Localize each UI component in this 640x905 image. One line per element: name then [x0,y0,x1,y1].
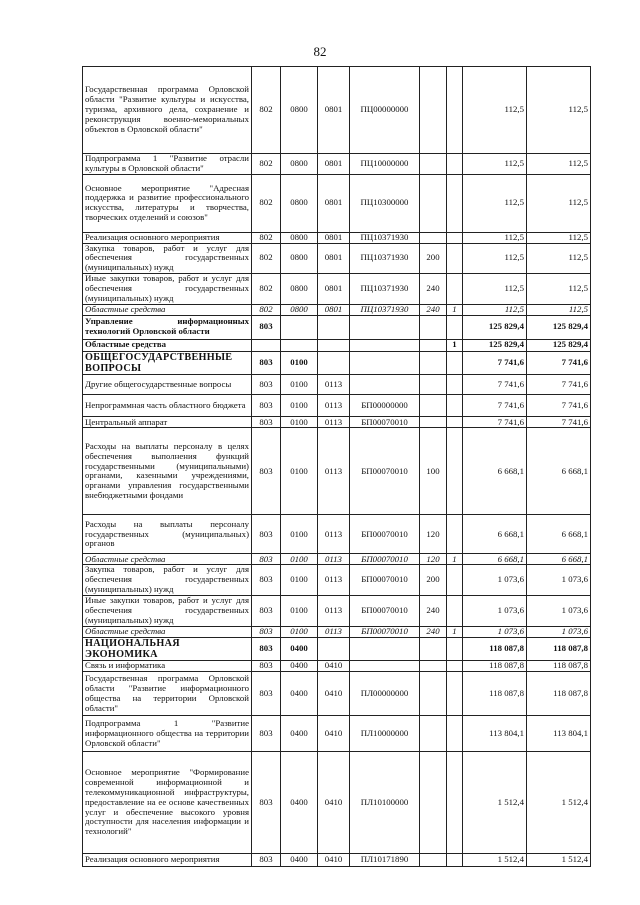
target-article-code: БП00070010 [350,554,420,565]
grbs-code: 803 [252,351,281,375]
expense-type-code: 100 [420,428,447,515]
grbs-code: 802 [252,243,281,274]
row-name: Основное мероприятие "Формирование современной информационной и телекоммуникационной инфраструктуры, предоставление на ее основе качественных услуг и обеспечение высокого уровня доступности для населения информации и технологий" [83,752,252,854]
target-article-code [350,351,420,375]
expense-type-code [420,395,447,417]
section-code: 0100 [281,375,318,395]
funding-source-code [447,375,463,395]
expense-type-code [420,854,447,867]
amount-year-2: 112,5 [527,67,591,154]
table-row [83,554,591,565]
section-code: 0400 [281,854,318,867]
target-article-code: ПЛ10000000 [350,716,420,752]
amount-year-1: 112,5 [463,154,527,175]
amount-year-1: 6 668,1 [463,554,527,565]
amount-year-1: 118 087,8 [463,672,527,716]
target-article-code: ПЛ10100000 [350,752,420,854]
grbs-code: 802 [252,174,281,232]
amount-year-2: 7 741,6 [527,351,591,375]
target-article-code: ПЛ00000000 [350,672,420,716]
target-article-code: БП00070010 [350,626,420,637]
amount-year-1: 1 512,4 [463,854,527,867]
grbs-code [252,339,281,351]
row-name: Подпрограмма 1 "Развитие отрасли культуры в Орловской области" [83,154,252,175]
grbs-code: 802 [252,304,281,315]
subsection-code: 0410 [318,672,350,716]
section-code: 0400 [281,752,318,854]
target-article-code: ПЦ10371930 [350,304,420,315]
funding-source-code: 1 [447,554,463,565]
section-code: 0800 [281,243,318,274]
table-body [83,67,591,867]
amount-year-1: 118 087,8 [463,637,527,661]
amount-year-2: 112,5 [527,304,591,315]
expense-type-code [420,672,447,716]
section-code: 0100 [281,595,318,626]
table-row [83,716,591,752]
amount-year-2: 112,5 [527,154,591,175]
amount-year-1: 113 804,1 [463,716,527,752]
table-row [83,375,591,395]
expense-type-code [420,315,447,339]
expense-type-code [420,154,447,175]
amount-year-1: 118 087,8 [463,661,527,672]
table-row [83,752,591,854]
grbs-code: 803 [252,554,281,565]
amount-year-2: 1 512,4 [527,854,591,867]
target-article-code: ПЛ10171890 [350,854,420,867]
target-article-code [350,315,420,339]
grbs-code: 803 [252,428,281,515]
expense-type-code [420,339,447,351]
amount-year-1: 112,5 [463,67,527,154]
target-article-code: ПЦ10371930 [350,274,420,305]
section-code: 0800 [281,274,318,305]
funding-source-code [447,854,463,867]
table-row [83,672,591,716]
funding-source-code [447,274,463,305]
row-name: Государственная программа Орловской области "Развитие культуры и искусства, туризма, архивного дела, сохранение и реконструкция военно-мемориальных объектов в Орловской области" [83,67,252,154]
table-row [83,67,591,154]
grbs-code: 803 [252,417,281,428]
funding-source-code [447,67,463,154]
expense-type-code [420,417,447,428]
table-row [83,351,591,375]
subsection-code: 0113 [318,565,350,596]
amount-year-1: 125 829,4 [463,315,527,339]
funding-source-code [447,417,463,428]
section-code: 0800 [281,304,318,315]
grbs-code: 803 [252,752,281,854]
table-row [83,626,591,637]
row-name: Связь и информатика [83,661,252,672]
funding-source-code [447,232,463,243]
grbs-code: 803 [252,854,281,867]
section-code: 0100 [281,554,318,565]
amount-year-2: 1 512,4 [527,752,591,854]
table-row [83,428,591,515]
row-name: Закупка товаров, работ и услуг для обеспечения государственных (муниципальных) нужд [83,565,252,596]
expense-type-code: 240 [420,595,447,626]
expense-type-code: 200 [420,565,447,596]
grbs-code: 803 [252,716,281,752]
section-code [281,315,318,339]
row-name: Управление информационных технологий Орловской области [83,315,252,339]
funding-source-code [447,154,463,175]
funding-source-code [447,716,463,752]
row-name: ОБЩЕГОСУДАРСТВЕННЫЕ ВОПРОСЫ [83,351,252,375]
row-name: НАЦИОНАЛЬНАЯ ЭКОНОМИКА [83,637,252,661]
section-code: 0100 [281,351,318,375]
section-code: 0400 [281,716,318,752]
target-article-code [350,637,420,661]
amount-year-2: 1 073,6 [527,595,591,626]
row-name: Иные закупки товаров, работ и услуг для обеспечения государственных (муниципальных) нужд [83,595,252,626]
expense-type-code [420,752,447,854]
expense-type-code: 120 [420,515,447,554]
grbs-code: 803 [252,637,281,661]
section-code: 0800 [281,232,318,243]
table-row [83,174,591,232]
expense-type-code: 120 [420,554,447,565]
table-row [83,565,591,596]
amount-year-2: 113 804,1 [527,716,591,752]
grbs-code: 802 [252,154,281,175]
expense-type-code: 240 [420,626,447,637]
funding-source-code [447,595,463,626]
table-row [83,417,591,428]
subsection-code: 0113 [318,626,350,637]
subsection-code: 0801 [318,232,350,243]
expense-type-code: 240 [420,304,447,315]
subsection-code: 0801 [318,304,350,315]
amount-year-2: 112,5 [527,274,591,305]
expense-type-code [420,351,447,375]
table-row [83,854,591,867]
target-article-code [350,375,420,395]
row-name: Областные средства [83,304,252,315]
subsection-code: 0801 [318,243,350,274]
table-row [83,243,591,274]
table-row [83,515,591,554]
funding-source-code [447,565,463,596]
budget-table [82,66,591,867]
target-article-code: ПЦ00000000 [350,67,420,154]
funding-source-code [447,351,463,375]
amount-year-2: 112,5 [527,243,591,274]
amount-year-1: 7 741,6 [463,417,527,428]
subsection-code: 0410 [318,752,350,854]
row-name: Другие общегосударственные вопросы [83,375,252,395]
amount-year-1: 112,5 [463,174,527,232]
grbs-code: 803 [252,661,281,672]
amount-year-2: 118 087,8 [527,672,591,716]
expense-type-code [420,174,447,232]
row-name: Основное мероприятие "Адресная поддержка и развитие профессионального искусства, литературы и творчества, творческих отделений и союзов" [83,174,252,232]
grbs-code: 803 [252,626,281,637]
amount-year-2: 1 073,6 [527,626,591,637]
target-article-code: ПЦ10300000 [350,174,420,232]
subsection-code: 0113 [318,428,350,515]
row-name: Расходы на выплаты персоналу в целях обеспечения выполнения функций государственными (муниципальными) органами, казенными учреждениями, органами управления государственными внебюджетными фондами [83,428,252,515]
funding-source-code [447,174,463,232]
row-name: Иные закупки товаров, работ и услуг для обеспечения государственных (муниципальных) нужд [83,274,252,305]
amount-year-2: 6 668,1 [527,515,591,554]
amount-year-2: 1 073,6 [527,565,591,596]
amount-year-2: 125 829,4 [527,339,591,351]
table-row [83,661,591,672]
subsection-code: 0410 [318,854,350,867]
expense-type-code: 200 [420,243,447,274]
section-code: 0100 [281,515,318,554]
funding-source-code [447,672,463,716]
target-article-code [350,661,420,672]
grbs-code: 803 [252,565,281,596]
amount-year-1: 6 668,1 [463,428,527,515]
amount-year-2: 125 829,4 [527,315,591,339]
section-code: 0100 [281,417,318,428]
subsection-code [318,315,350,339]
table-row [83,637,591,661]
amount-year-1: 7 741,6 [463,351,527,375]
amount-year-2: 7 741,6 [527,417,591,428]
table-row [83,154,591,175]
subsection-code: 0801 [318,154,350,175]
amount-year-2: 112,5 [527,232,591,243]
row-name: Центральный аппарат [83,417,252,428]
grbs-code: 802 [252,232,281,243]
amount-year-2: 6 668,1 [527,428,591,515]
subsection-code [318,339,350,351]
amount-year-1: 112,5 [463,232,527,243]
subsection-code [318,351,350,375]
funding-source-code: 1 [447,626,463,637]
table-row [83,232,591,243]
target-article-code: БП00070010 [350,515,420,554]
table-row [83,395,591,417]
table-row [83,304,591,315]
subsection-code: 0801 [318,274,350,305]
grbs-code: 803 [252,672,281,716]
amount-year-2: 118 087,8 [527,661,591,672]
target-article-code: БП00070010 [350,595,420,626]
expense-type-code [420,716,447,752]
funding-source-code: 1 [447,339,463,351]
subsection-code: 0113 [318,395,350,417]
expense-type-code [420,637,447,661]
subsection-code: 0113 [318,375,350,395]
target-article-code: БП00000000 [350,395,420,417]
expense-type-code [420,232,447,243]
amount-year-1: 7 741,6 [463,375,527,395]
grbs-code: 803 [252,395,281,417]
target-article-code: ПЦ10371930 [350,243,420,274]
subsection-code: 0113 [318,417,350,428]
row-name: Закупка товаров, работ и услуг для обеспечения государственных (муниципальных) нужд [83,243,252,274]
row-name: Областные средства [83,339,252,351]
amount-year-2: 7 741,6 [527,395,591,417]
target-article-code: БП00070010 [350,565,420,596]
amount-year-1: 1 073,6 [463,595,527,626]
subsection-code: 0801 [318,174,350,232]
funding-source-code [447,661,463,672]
funding-source-code: 1 [447,304,463,315]
grbs-code: 803 [252,315,281,339]
section-code: 0400 [281,661,318,672]
expense-type-code: 240 [420,274,447,305]
subsection-code: 0801 [318,67,350,154]
section-code: 0400 [281,637,318,661]
subsection-code: 0113 [318,515,350,554]
subsection-code: 0113 [318,595,350,626]
subsection-code: 0410 [318,716,350,752]
row-name: Реализация основного мероприятия [83,232,252,243]
grbs-code: 802 [252,274,281,305]
table-row [83,315,591,339]
section-code: 0800 [281,174,318,232]
target-article-code: БП00070010 [350,417,420,428]
amount-year-1: 1 512,4 [463,752,527,854]
section-code: 0800 [281,67,318,154]
target-article-code: БП00070010 [350,428,420,515]
target-article-code [350,339,420,351]
funding-source-code [447,637,463,661]
amount-year-2: 6 668,1 [527,554,591,565]
table-row [83,595,591,626]
funding-source-code [447,395,463,417]
section-code: 0400 [281,672,318,716]
section-code: 0100 [281,626,318,637]
grbs-code: 802 [252,67,281,154]
row-name: Подпрограмма 1 "Развитие информационного общества на территории Орловской области" [83,716,252,752]
row-name: Реализация основного мероприятия [83,854,252,867]
expense-type-code [420,661,447,672]
amount-year-2: 7 741,6 [527,375,591,395]
subsection-code: 0113 [318,554,350,565]
section-code: 0100 [281,565,318,596]
funding-source-code [447,515,463,554]
funding-source-code [447,752,463,854]
funding-source-code [447,428,463,515]
section-code [281,339,318,351]
amount-year-1: 1 073,6 [463,626,527,637]
amount-year-2: 112,5 [527,174,591,232]
table-row [83,339,591,351]
subsection-code [318,637,350,661]
row-name: Государственная программа Орловской области "Развитие информационного общества на территории Орловской области" [83,672,252,716]
amount-year-1: 112,5 [463,274,527,305]
table-row [83,274,591,305]
row-name: Областные средства [83,626,252,637]
grbs-code: 803 [252,515,281,554]
target-article-code: ПЦ10371930 [350,232,420,243]
grbs-code: 803 [252,375,281,395]
amount-year-1: 125 829,4 [463,339,527,351]
row-name: Областные средства [83,554,252,565]
amount-year-1: 112,5 [463,243,527,274]
section-code: 0100 [281,428,318,515]
row-name: Расходы на выплаты персоналу государственных (муниципальных) органов [83,515,252,554]
target-article-code: ПЦ10000000 [350,154,420,175]
page-number: 82 [313,44,327,59]
amount-year-1: 6 668,1 [463,515,527,554]
amount-year-2: 118 087,8 [527,637,591,661]
section-code: 0800 [281,154,318,175]
expense-type-code [420,375,447,395]
row-name: Непрограммная часть областного бюджета [83,395,252,417]
funding-source-code [447,243,463,274]
amount-year-1: 112,5 [463,304,527,315]
subsection-code: 0410 [318,661,350,672]
amount-year-1: 1 073,6 [463,565,527,596]
section-code: 0100 [281,395,318,417]
grbs-code: 803 [252,595,281,626]
amount-year-1: 7 741,6 [463,395,527,417]
funding-source-code [447,315,463,339]
expense-type-code [420,67,447,154]
